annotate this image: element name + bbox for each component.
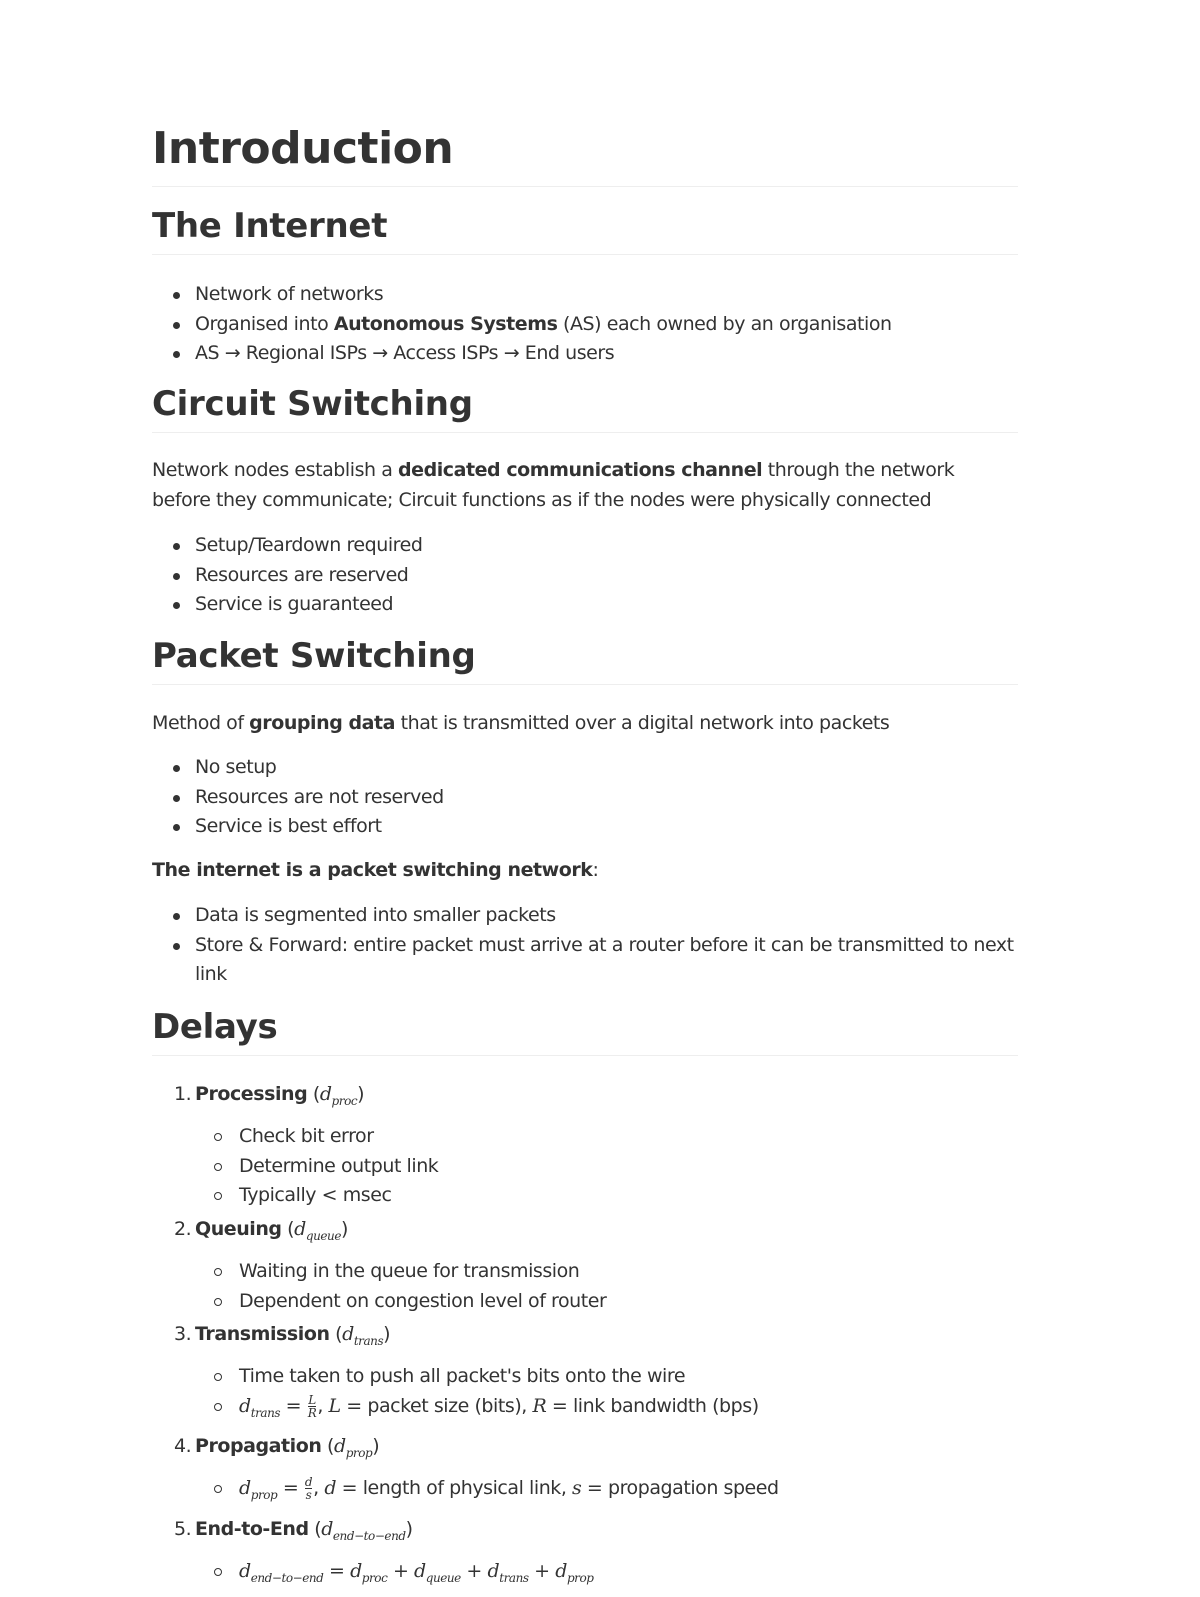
math-symbol: $d_{prop}$ [333,1435,373,1460]
math-symbol: $d_{end-to-end}$ [321,1517,406,1543]
list-item: Typically < msec [195,1181,1018,1211]
sub-list [195,1362,1018,1428]
list-item: Service is guaranteed [152,590,1018,620]
list-item: Waiting in the queue for transmission [195,1257,1018,1287]
list-item: 1. Processing $(d_{proc})$ Check bit error Determine output link Typically < msec [152,1080,1018,1211]
bold-text: grouping data [249,712,396,734]
formula-item: $d_{trans}$ = $\frac{L}{R}$ , L = packet size (bits), R = link bandwidth (bps) [195,1392,1018,1428]
math-symbol: $d_{queue}$ [294,1217,341,1243]
list-item: Setup/Teardown required [152,531,1018,561]
section-heading-internet: The Internet [152,202,1018,255]
section-heading-packet: Packet Switching [152,632,1018,685]
packet-note: The internet is a packet switching network: [152,859,599,881]
list-number: 3. [174,1323,192,1346]
sub-list [195,1474,1018,1510]
list-item: Network of networks [152,280,1018,310]
math-symbol: $d_{trans}$ [342,1323,384,1348]
list-item: 2. Queuing $(d_{queue})$ Waiting in the queue for transmission Dependent on congestion level of router [152,1215,1018,1316]
bold-text: Autonomous Systems [333,312,558,335]
internet-bullet-list [152,280,1018,369]
list-item: 4. Propagation $(d_{prop})$ $d_{prop}$ = $\frac{d}{s}$ , d = length of physical link, s = propagation speed [152,1432,1018,1511]
packet-bullet-list-2 [152,901,1018,990]
circuit-paragraph: Network nodes establish a dedicated communications channel through the network before they communicate; Circuit functions as if the nodes were physically connected [152,459,955,511]
list-item: 3. Transmission $(d_{trans})$ Time taken to push all packet's bits onto the wire $d_{trans}$ = $\frac{L}{R}$ , L = packet size (bits), R = link bandwidth (bps) [152,1320,1018,1428]
list-item: Determine output link [195,1152,1018,1182]
bold-text: The internet is a packet switching network [152,859,593,881]
list-item: Resources are reserved [152,561,1018,591]
list-item: Check bit error [195,1122,1018,1152]
list-item: Time taken to push all packet's bits onto the wire [195,1362,1018,1392]
list-item: Organised into Autonomous Systems (AS) each owned by an organisation [152,310,1018,340]
circuit-bullet-list [152,531,1018,620]
math-symbol: $d_{proc}$ [319,1083,358,1108]
list-item: Store & Forward: entire packet must arrive at a router before it can be transmitted to next link [152,931,1018,990]
list-item: Data is segmented into smaller packets [152,901,1018,931]
formula-item: $d_{end-to-end} = d_{proc} + d_{queue} + d_{trans} + d_{prop}$ [195,1557,1018,1593]
packet-paragraph: Method of grouping data that is transmitted over a digital network into packets [152,712,890,734]
bold-text: dedicated communications channel [398,459,763,481]
list-item: Resources are not reserved [152,783,1018,813]
sub-list [195,1257,1018,1316]
fraction: $\frac{d}{s}$ [304,1475,313,1503]
list-number: 4. [174,1435,192,1458]
list-item: AS → Regional ISPs → Access ISPs → End users [152,339,1018,369]
sub-list [195,1557,1018,1593]
list-number: 1. [174,1083,192,1105]
sub-list [195,1122,1018,1211]
list-item: 5. End-to-End $(d_{end-to-end})$ $d_{end-to-end} = d_{proc} + d_{queue} + d_{trans} + d_{prop}$ [152,1515,1018,1594]
page-title: Introduction [152,118,1018,187]
section-heading-circuit: Circuit Switching [152,380,1018,433]
list-item: No setup [152,753,1018,783]
formula-item: $d_{prop}$ = $\frac{d}{s}$ , d = length of physical link, s = propagation speed [195,1474,1018,1510]
delays-numbered-list [152,1080,1018,1597]
list-number: 2. [174,1217,192,1240]
section-heading-delays: Delays [152,1003,1018,1056]
list-item: Dependent on congestion level of router [195,1287,1018,1317]
list-number: 5. [174,1517,192,1540]
fraction: $\frac{L}{R}$ [307,1392,317,1420]
list-item: Service is best effort [152,812,1018,842]
packet-bullet-list [152,753,1018,842]
